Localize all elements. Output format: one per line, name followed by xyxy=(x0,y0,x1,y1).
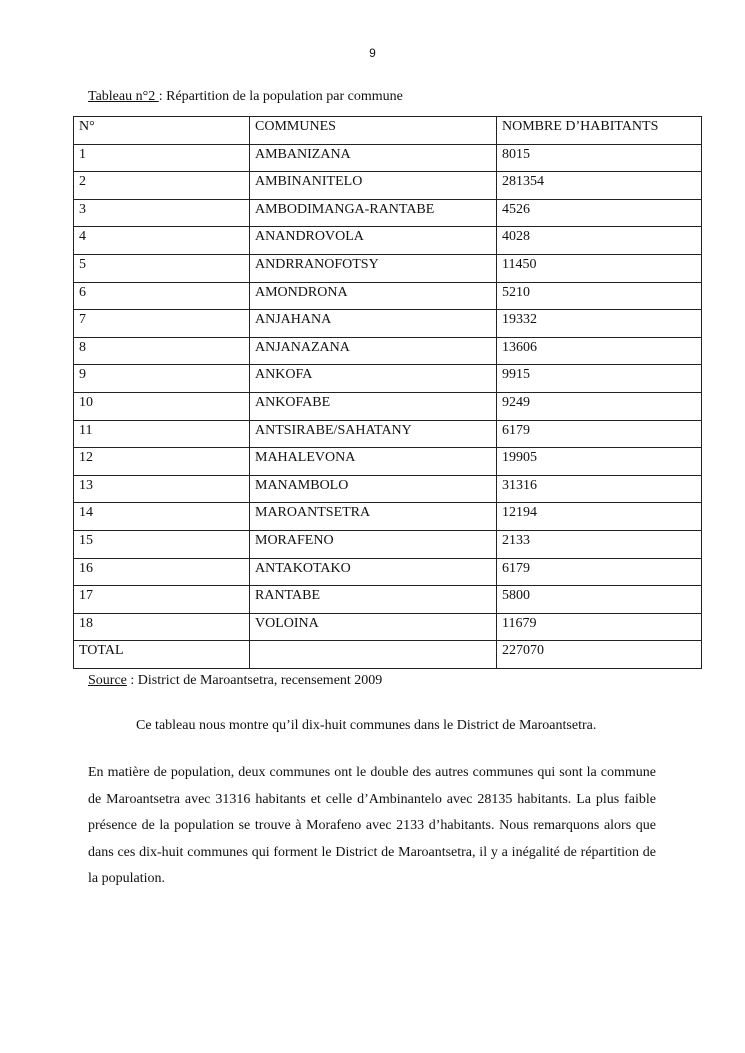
table-row xyxy=(74,199,702,227)
total-row xyxy=(74,641,702,669)
table-row xyxy=(74,586,702,614)
row-number: 8 xyxy=(74,337,250,365)
table-row xyxy=(74,227,702,255)
analysis-paragraph: En matière de population, deux communes ont le double des autres communes qui sont la commune de Maroantsetra avec 31316 habitants et celle d’Ambinantelo avec 28135 habitants. La plus faible présence de la population se trouve à Morafeno avec 2133 d’habitants. Nous remarquons alors que dans ces dix-huit communes qui forment le District de Maroantsetra, il y a inégalité de répartition de la population. xyxy=(88,765,656,886)
table-row xyxy=(74,337,702,365)
row-inhabitants: 19905 xyxy=(497,448,702,476)
total-value: 227070 xyxy=(497,641,702,669)
row-number: 14 xyxy=(74,503,250,531)
row-inhabitants: 6179 xyxy=(497,558,702,586)
row-commune: MORAFENO xyxy=(250,530,497,558)
row-commune: ANKOFABE xyxy=(250,392,497,420)
table-caption-text: : Répartition de la population par commune xyxy=(158,89,403,104)
source-note xyxy=(88,673,382,689)
table-caption xyxy=(88,89,403,105)
row-inhabitants: 19332 xyxy=(497,310,702,338)
row-number: 9 xyxy=(74,365,250,393)
row-number: 12 xyxy=(74,448,250,476)
header-communes: COMMUNES xyxy=(250,117,497,145)
header-inhabitants: NOMBRE D’HABITANTS xyxy=(497,117,702,145)
population-table xyxy=(73,116,702,669)
row-inhabitants: 2133 xyxy=(497,530,702,558)
table-row xyxy=(74,503,702,531)
table-row xyxy=(74,613,702,641)
row-commune: MAHALEVONA xyxy=(250,448,497,476)
table-header-row xyxy=(74,117,702,145)
row-inhabitants: 11450 xyxy=(497,254,702,282)
row-number: 4 xyxy=(74,227,250,255)
row-commune: AMBANIZANA xyxy=(250,144,497,172)
row-commune: VOLOINA xyxy=(250,613,497,641)
row-inhabitants: 12194 xyxy=(497,503,702,531)
total-label: TOTAL xyxy=(74,641,250,669)
source-label: Source xyxy=(88,673,127,688)
table-caption-label: Tableau n°2 xyxy=(88,89,159,104)
header-number: N° xyxy=(74,117,250,145)
row-commune: AMONDRONA xyxy=(250,282,497,310)
table-row xyxy=(74,254,702,282)
row-number: 5 xyxy=(74,254,250,282)
row-number: 18 xyxy=(74,613,250,641)
row-inhabitants: 31316 xyxy=(497,475,702,503)
row-inhabitants: 11679 xyxy=(497,613,702,641)
table-row xyxy=(74,448,702,476)
table-row xyxy=(74,558,702,586)
row-commune: ANTSIRABE/SAHATANY xyxy=(250,420,497,448)
table-row xyxy=(74,144,702,172)
row-commune: ANTAKOTAKO xyxy=(250,558,497,586)
row-commune: ANDRRANOFOTSY xyxy=(250,254,497,282)
row-number: 7 xyxy=(74,310,250,338)
table-row xyxy=(74,420,702,448)
row-number: 1 xyxy=(74,144,250,172)
source-text: : District de Maroantsetra, recensement 2009 xyxy=(126,673,383,688)
row-inhabitants: 9915 xyxy=(497,365,702,393)
table-row xyxy=(74,172,702,200)
intro-sentence: Ce tableau nous montre qu’il dix-huit communes dans le District de Maroantsetra. xyxy=(136,718,597,733)
row-inhabitants: 5800 xyxy=(497,586,702,614)
row-inhabitants: 5210 xyxy=(497,282,702,310)
row-inhabitants: 4028 xyxy=(497,227,702,255)
row-number: 11 xyxy=(74,420,250,448)
row-inhabitants: 281354 xyxy=(497,172,702,200)
row-commune: MANAMBOLO xyxy=(250,475,497,503)
row-number: 16 xyxy=(74,558,250,586)
table-row xyxy=(74,475,702,503)
table-row xyxy=(74,530,702,558)
row-inhabitants: 8015 xyxy=(497,144,702,172)
row-number: 13 xyxy=(74,475,250,503)
row-commune: AMBINANITELO xyxy=(250,172,497,200)
row-commune: ANJANAZANA xyxy=(250,337,497,365)
row-commune: ANKOFA xyxy=(250,365,497,393)
row-commune: AMBODIMANGA-RANTABE xyxy=(250,199,497,227)
row-inhabitants: 9249 xyxy=(497,392,702,420)
row-number: 3 xyxy=(74,199,250,227)
table-row xyxy=(74,392,702,420)
row-commune: MAROANTSETRA xyxy=(250,503,497,531)
table-row xyxy=(74,282,702,310)
table-row xyxy=(74,310,702,338)
row-inhabitants: 4526 xyxy=(497,199,702,227)
row-commune: ANJAHANA xyxy=(250,310,497,338)
row-number: 17 xyxy=(74,586,250,614)
row-number: 15 xyxy=(74,530,250,558)
page-number: 9 xyxy=(369,46,376,60)
row-inhabitants: 6179 xyxy=(497,420,702,448)
row-number: 2 xyxy=(74,172,250,200)
row-commune: RANTABE xyxy=(250,586,497,614)
row-commune: ANANDROVOLA xyxy=(250,227,497,255)
total-commune xyxy=(250,641,497,669)
table-body xyxy=(74,144,702,641)
row-number: 6 xyxy=(74,282,250,310)
table-row xyxy=(74,365,702,393)
row-inhabitants: 13606 xyxy=(497,337,702,365)
row-number: 10 xyxy=(74,392,250,420)
